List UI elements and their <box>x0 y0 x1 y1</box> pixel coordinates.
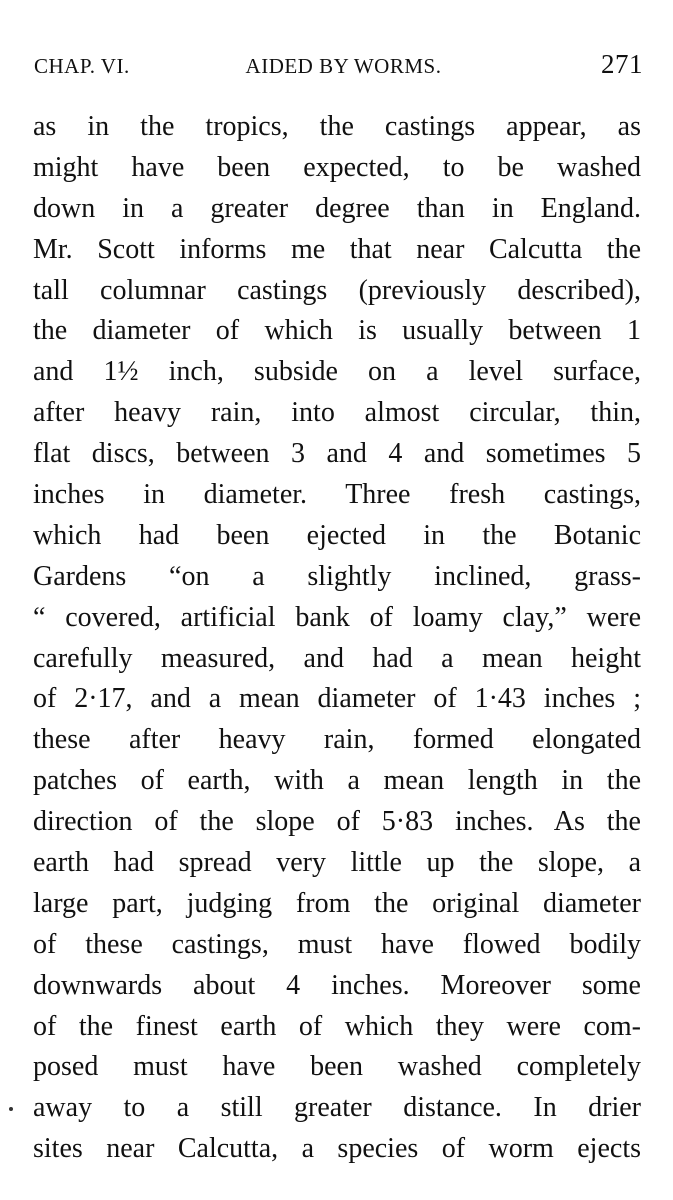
text-line: which had been ejected in the Botanic <box>33 519 641 551</box>
text-line: earth had spread very little up the slope, a <box>33 847 641 879</box>
text-line: inches in diameter. Three fresh castings, <box>33 479 641 511</box>
body-paragraph <box>33 107 641 1170</box>
text-line: “ covered, artificial bank of loamy clay,” were <box>33 601 641 633</box>
text-line: patches of earth, with a mean length in the <box>33 765 641 797</box>
text-line: large part, judging from the original diameter <box>33 887 641 919</box>
text-line: of 2·17, and a mean diameter of 1·43 inches ; <box>33 683 641 715</box>
text-line: of the finest earth of which they were com- <box>33 1010 641 1042</box>
text-line: Mr. Scott informs me that near Calcutta the <box>33 233 641 265</box>
text-line: Gardens “on a slightly inclined, grass- <box>33 560 641 592</box>
running-header <box>34 46 643 86</box>
text-line: tall columnar castings (previously described), <box>33 274 641 306</box>
text-line: carefully measured, and had a mean height <box>33 642 641 674</box>
text-line: as in the tropics, the castings appear, as <box>33 111 641 142</box>
margin-ink-speck <box>9 1107 13 1111</box>
running-title: AIDED BY WORMS. <box>245 54 442 78</box>
text-line: downwards about 4 inches. Moreover some <box>33 969 641 1001</box>
text-line: flat discs, between 3 and 4 and sometimes 5 <box>33 438 641 470</box>
text-line: of these castings, must have flowed bodily <box>33 928 641 960</box>
text-line: and 1½ inch, subside on a level surface, <box>33 356 641 388</box>
page-number: 271 <box>601 49 643 79</box>
text-line: down in a greater degree than in England. <box>33 192 641 224</box>
text-line: direction of the slope of 5·83 inches. As the <box>33 806 641 838</box>
chapter-label: CHAP. VI. <box>34 54 130 78</box>
text-line: away to a still greater distance. In drier <box>33 1092 641 1124</box>
text-line: the diameter of which is usually between 1 <box>33 315 641 347</box>
text-line: after heavy rain, into almost circular, thin, <box>33 397 641 429</box>
text-line: posed must have been washed completely <box>33 1051 641 1083</box>
text-line: sites near Calcutta, a species of worm ejects <box>33 1133 641 1165</box>
text-line: might have been expected, to be washed <box>33 151 641 183</box>
text-line: these after heavy rain, formed elongated <box>33 724 641 756</box>
